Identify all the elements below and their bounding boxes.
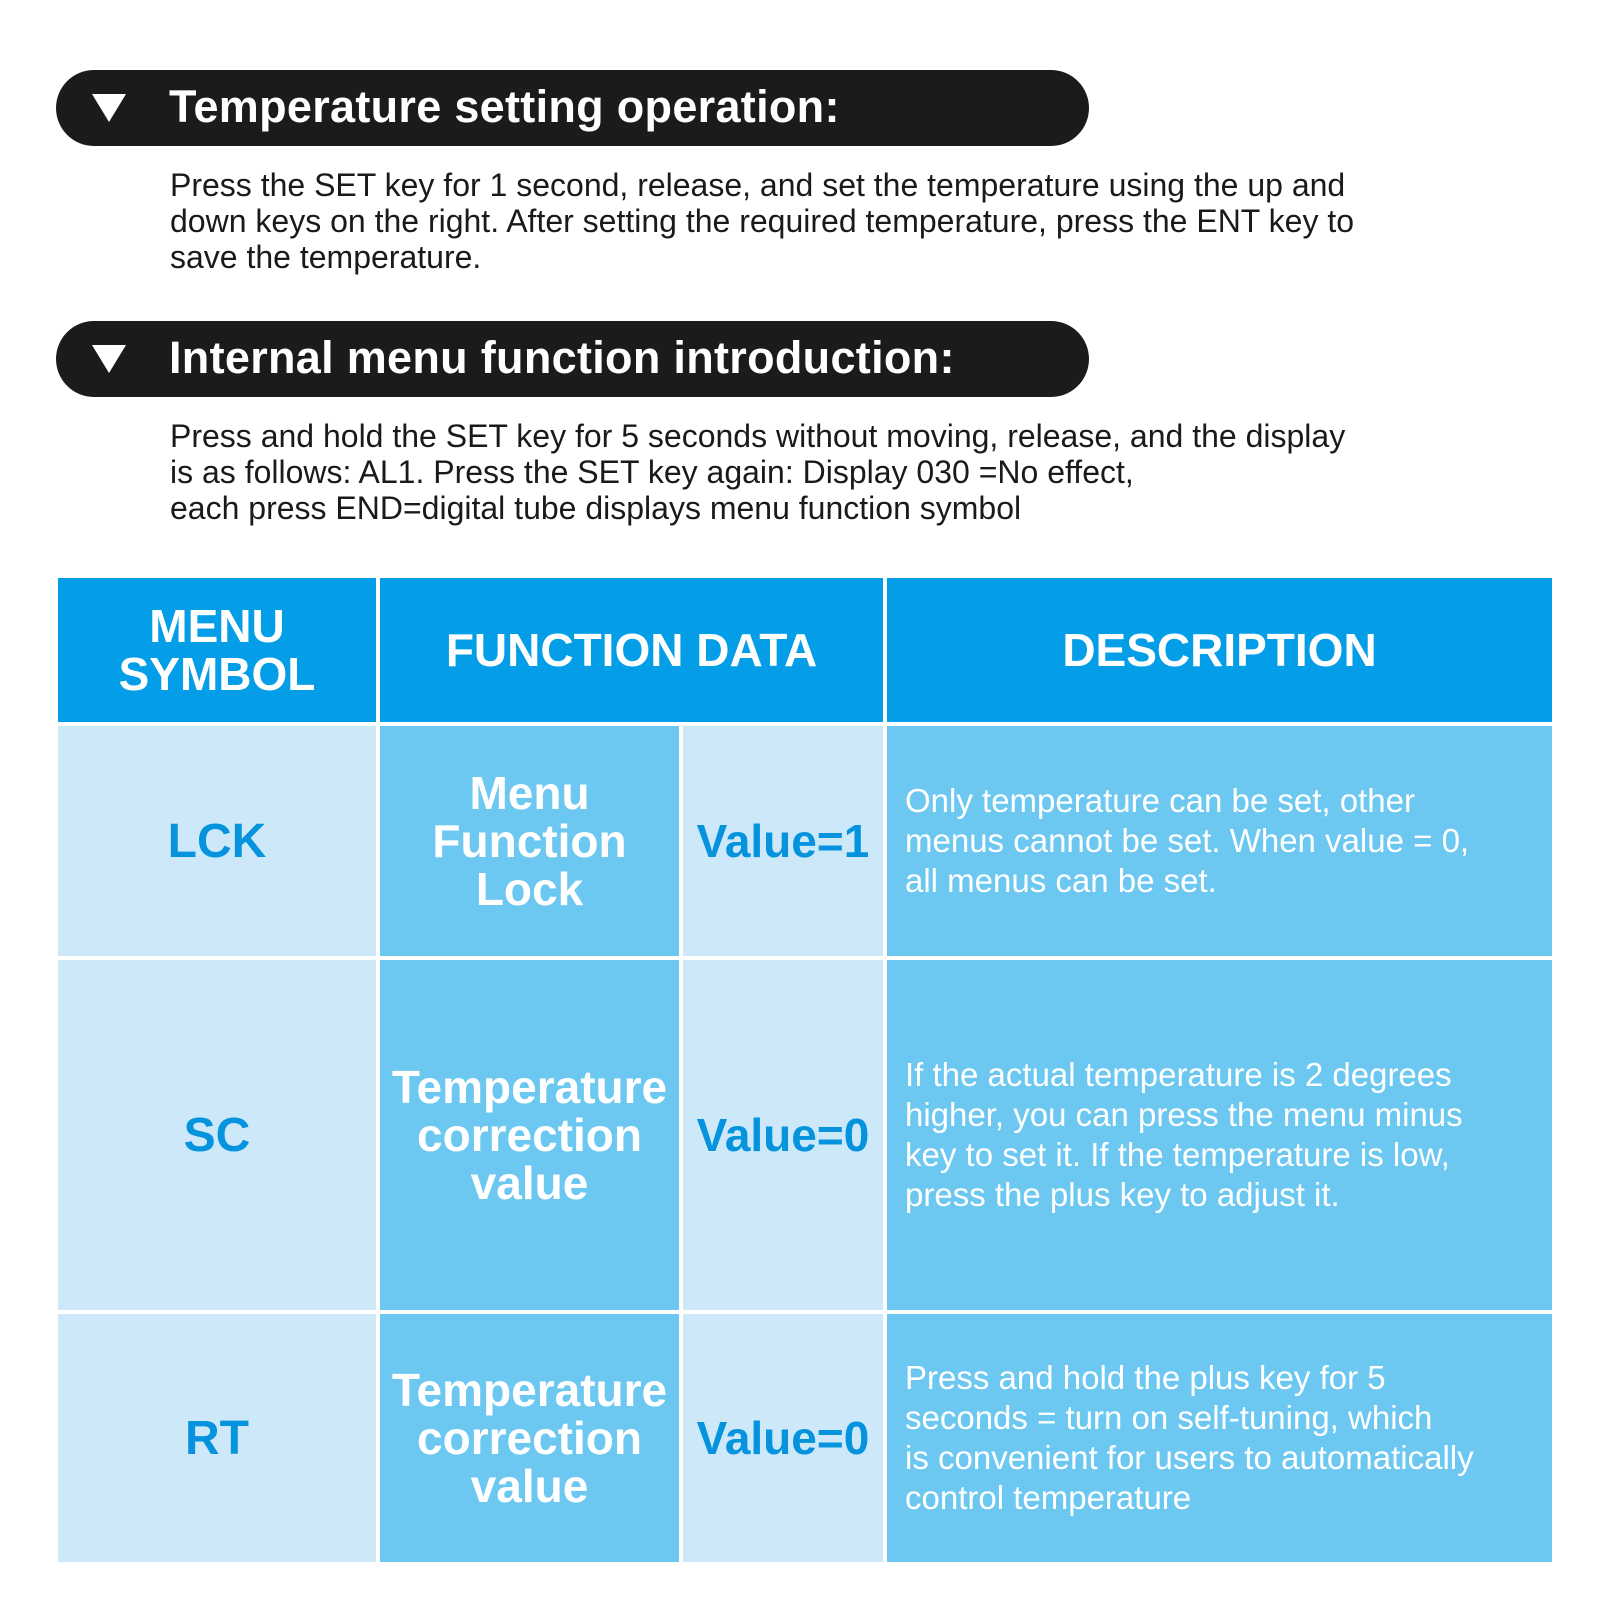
paragraph-line: each press END=digital tube displays menu function symbol (170, 490, 1022, 526)
section-paragraph (170, 418, 1540, 526)
menu-symbol-cell: LCK (58, 726, 376, 956)
function-name-cell (380, 726, 679, 956)
section-title: Temperature setting operation: (169, 80, 840, 132)
header-menu-symbol (58, 578, 376, 722)
header-description: DESCRIPTION (887, 578, 1552, 722)
function-name-line: Lock (475, 863, 584, 915)
description-cell (887, 726, 1552, 956)
function-name-line: value (470, 1157, 589, 1209)
description-line: Press and hold the plus key for 5 (905, 1359, 1386, 1396)
function-name-line: correction (417, 1109, 642, 1161)
header-function-data: FUNCTION DATA (380, 578, 883, 722)
function-name-line: correction (417, 1412, 642, 1464)
function-name-line: Temperature (391, 1364, 668, 1416)
description-line: press the plus key to adjust it. (905, 1176, 1340, 1213)
description-line: menus cannot be set. When value = 0, (905, 822, 1470, 859)
paragraph-line: is as follows: AL1. Press the SET key again: Display 030 =No effect, (170, 454, 1134, 490)
description-line: higher, you can press the menu minus (905, 1096, 1463, 1133)
menu-symbol-cell: RT (58, 1314, 376, 1562)
section-header-internal-menu (56, 321, 1089, 397)
function-value-cell: Value=0 (683, 960, 883, 1310)
function-value-cell: Value=1 (683, 726, 883, 956)
description-line: all menus can be set. (905, 862, 1217, 899)
section-header-temperature-setting (56, 70, 1089, 146)
function-name-line: Function (432, 815, 627, 867)
description-cell (887, 960, 1552, 1310)
description-line: If the actual temperature is 2 degrees (905, 1056, 1452, 1093)
paragraph-line: save the temperature. (170, 239, 482, 275)
header-line: SYMBOL (118, 648, 316, 700)
menu-symbol-cell: SC (58, 960, 376, 1310)
function-name-line: value (470, 1460, 589, 1512)
description-line: seconds = turn on self-tuning, which (905, 1399, 1433, 1436)
section-title: Internal menu function introduction: (169, 331, 955, 383)
description-cell (887, 1314, 1552, 1562)
function-name-line: Temperature (391, 1061, 668, 1113)
paragraph-line: down keys on the right. After setting the required temperature, press the ENT key to (170, 203, 1355, 239)
description-line: is convenient for users to automatically (905, 1439, 1474, 1476)
function-name-cell (380, 1314, 679, 1562)
triangle-down-icon (92, 345, 126, 373)
paragraph-line: Press and hold the SET key for 5 seconds without moving, release, and the display (170, 418, 1346, 454)
paragraph-line: Press the SET key for 1 second, release, and set the temperature using the up and (170, 167, 1346, 203)
triangle-down-icon (92, 94, 126, 122)
description-line: control temperature (905, 1479, 1192, 1516)
section-paragraph (170, 167, 1540, 275)
header-line: MENU (149, 600, 285, 652)
function-name-cell (380, 960, 679, 1310)
description-line: Only temperature can be set, other (905, 782, 1415, 819)
function-value-cell: Value=0 (683, 1314, 883, 1562)
description-line: key to set it. If the temperature is low, (905, 1136, 1450, 1173)
function-name-line: Menu (469, 767, 590, 819)
